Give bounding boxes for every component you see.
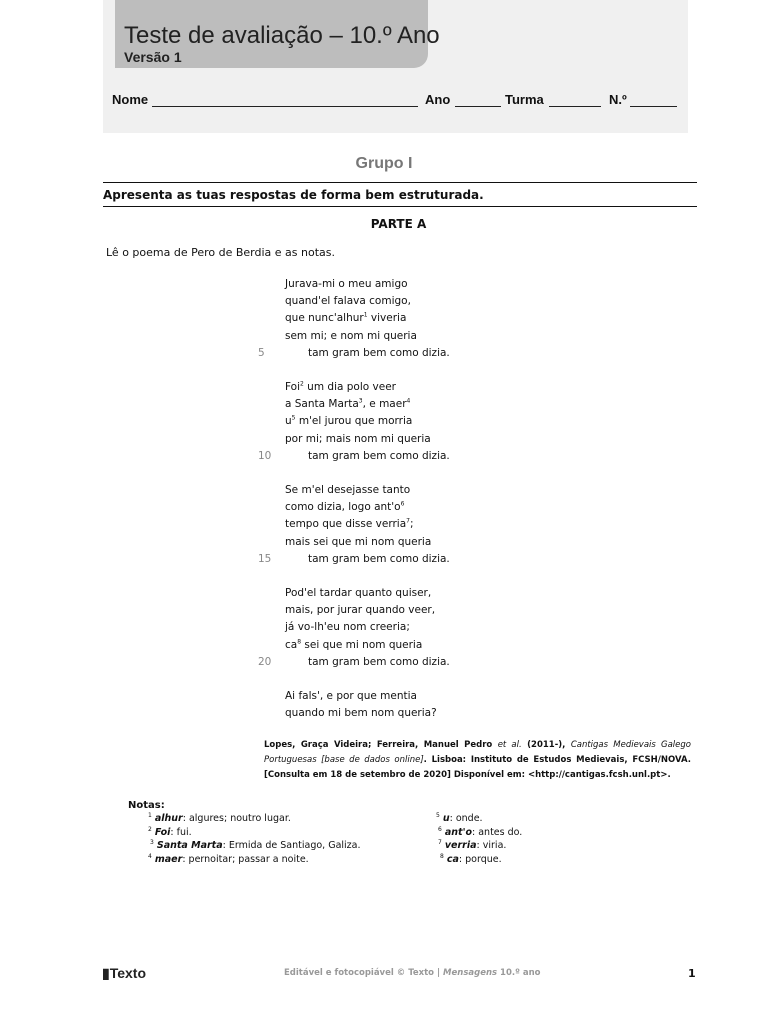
- ano-field[interactable]: [455, 106, 501, 107]
- instruction: Apresenta as tuas respostas de forma bem estruturada.: [103, 188, 484, 202]
- poem-verse: sem mi; e nom mi queria: [285, 329, 417, 342]
- nome-field[interactable]: [152, 106, 418, 107]
- top-rule: [103, 182, 697, 183]
- turma-field[interactable]: [549, 106, 601, 107]
- poem-verse: $u^5$ m'el jurou que morria: [285, 414, 413, 428]
- book-icon: ▮: [102, 965, 110, 981]
- poem-verse: a Santa Marta$^3$, e maer$^4$: [285, 397, 411, 411]
- note-item: $^4$ maer: pernoitar; passar a noite.: [148, 852, 309, 866]
- poem-verse: Foi$^2$ um dia polo veer: [285, 380, 396, 393]
- page-title: Teste de avaliação – 10.º Ano: [124, 22, 440, 49]
- group-title: Grupo I: [355, 155, 413, 172]
- numero-field[interactable]: [630, 106, 677, 107]
- poem-verse: tam gram bem como dizia.: [308, 552, 450, 565]
- nome-label: Nome: [112, 92, 149, 107]
- citation-authors: Lopes, Graça Videira; Ferreira, Manuel Pedro: [264, 740, 493, 750]
- poem-verse: Jurava-mi o meu amigo: [285, 278, 408, 290]
- notes-title: Notas:: [128, 800, 165, 811]
- citation-et-al: et al.: [497, 740, 522, 750]
- poem-verse: Pod'el tardar quanto quiser,: [285, 587, 432, 599]
- poem-verse: como dizia, logo $ant'o^6$: [285, 500, 405, 514]
- line-number: 20: [258, 655, 272, 668]
- intro-text: Lê o poema de Pero de Berdia e as notas.: [106, 246, 336, 259]
- note-item: $^2$ Foi: fui.: [148, 825, 192, 838]
- poem-verse: quando mi bem nom queria?: [285, 707, 437, 720]
- line-number: 15: [258, 552, 272, 565]
- numero-label: N.º: [609, 92, 627, 107]
- poem-verse: já vo-lh'eu nom creeria;: [285, 621, 410, 634]
- note-item: $^7$ verria: viria.: [438, 839, 507, 852]
- poem-verse: tam gram bem como dizia.: [308, 449, 450, 462]
- poem-verse: mais, por jurar quando veer,: [285, 604, 436, 617]
- footer-copyright: Editável e fotocopiável © Texto |: [284, 968, 444, 978]
- citation: [264, 738, 691, 783]
- citation-year: (2011-),: [527, 740, 566, 750]
- poem-verse: por mi; mais nom mi queria: [285, 432, 431, 445]
- part-title: PARTE A: [370, 217, 427, 231]
- poem-verse: $ca^8$ sei que mi nom queria: [285, 638, 423, 651]
- line-number: 10: [258, 449, 272, 462]
- note-item: $^5$ u: onde.: [436, 811, 483, 824]
- version-label: Versão 1: [124, 49, 182, 65]
- footer-year: 10.º ano: [497, 968, 541, 978]
- citation-work: Cantigas Medievais Galego Portuguesas [base de dados online]: [264, 740, 691, 765]
- bottom-rule: [103, 206, 697, 207]
- footer-book: Mensagens: [443, 968, 498, 978]
- footer-text: [284, 968, 540, 978]
- page-number: 1: [688, 967, 696, 980]
- poem-verse: mais sei que mi nom queria: [285, 535, 432, 548]
- poem-verse: Ai fals', e por que mentia: [285, 690, 417, 702]
- logo-text: Texto: [109, 965, 147, 981]
- note-item: $^1$ alhur: algures; noutro lugar.: [148, 811, 291, 824]
- note-item: $^6$ ant'o: antes do.: [438, 825, 523, 838]
- note-item: $^8$ ca: porque.: [440, 852, 502, 866]
- poem-verse: Se m'el desejasse tanto: [285, 484, 411, 496]
- poem-verse: quand'el falava comigo,: [285, 295, 411, 308]
- line-number: 5: [258, 346, 265, 359]
- poem-verse: tam gram bem como dizia.: [308, 655, 450, 668]
- turma-label: Turma: [505, 92, 544, 107]
- poem-verse: tam gram bem como dizia.: [308, 346, 450, 359]
- publisher-logo: [102, 965, 146, 982]
- poem-verse: que nunc'alhur$^1$ viveria: [285, 311, 407, 325]
- ano-label: Ano: [425, 92, 451, 107]
- citation-rest: . Lisboa: Instituto de Estudos Medievais, FCSH/NOVA. [Consulta em 18 de setembro de 2020] Disponível em: <http://cantigas.fcsh.unl.pt>.: [264, 755, 691, 780]
- note-item: $^3$ Santa Marta: Ermida de Santiago, Galiza.: [150, 839, 361, 852]
- poem-verse: tempo que disse verria$^7$;: [285, 517, 414, 531]
